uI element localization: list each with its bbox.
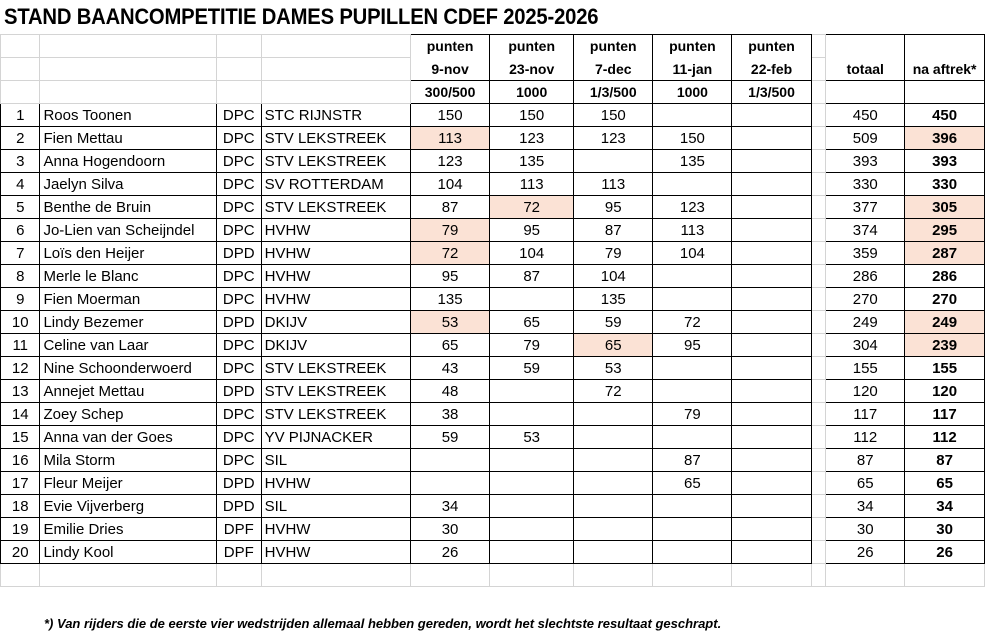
empty-cell bbox=[732, 564, 811, 587]
name-cell: Nine Schoonderwoerd bbox=[40, 357, 216, 380]
rank-cell: 10 bbox=[1, 311, 40, 334]
race-4-cell bbox=[653, 288, 732, 311]
na-aftrek-cell: 117 bbox=[905, 403, 985, 426]
rank-cell: 14 bbox=[1, 403, 40, 426]
race-1-cell: 26 bbox=[410, 541, 489, 564]
race-4-cell: 135 bbox=[653, 150, 732, 173]
totaal-cell: 304 bbox=[826, 334, 905, 357]
race-3-cell: 104 bbox=[574, 265, 653, 288]
totaal-cell: 330 bbox=[826, 173, 905, 196]
rank-cell: 4 bbox=[1, 173, 40, 196]
header-date-1: 9-nov bbox=[410, 58, 489, 81]
race-5-cell bbox=[732, 311, 811, 334]
empty-cell bbox=[905, 564, 985, 587]
spacer-cell bbox=[811, 403, 826, 426]
totaal-cell: 117 bbox=[826, 403, 905, 426]
rank-cell: 9 bbox=[1, 288, 40, 311]
race-1-cell: 48 bbox=[410, 380, 489, 403]
header-points-3: 1/3/500 bbox=[574, 81, 653, 104]
na-aftrek-cell: 330 bbox=[905, 173, 985, 196]
race-5-cell bbox=[732, 541, 811, 564]
category-cell: DPC bbox=[216, 150, 261, 173]
club-cell: HVHW bbox=[261, 541, 410, 564]
race-1-cell: 65 bbox=[410, 334, 489, 357]
race-2-cell bbox=[490, 403, 574, 426]
na-aftrek-cell: 120 bbox=[905, 380, 985, 403]
race-4-cell bbox=[653, 265, 732, 288]
rank-cell: 11 bbox=[1, 334, 40, 357]
na-aftrek-cell: 287 bbox=[905, 242, 985, 265]
rank-cell: 7 bbox=[1, 242, 40, 265]
spacer-cell bbox=[811, 127, 826, 150]
race-2-cell: 65 bbox=[490, 311, 574, 334]
spacer-cell bbox=[811, 104, 826, 127]
category-cell: DPC bbox=[216, 173, 261, 196]
na-aftrek-cell: 396 bbox=[905, 127, 985, 150]
race-3-cell bbox=[574, 541, 653, 564]
race-3-cell: 87 bbox=[574, 219, 653, 242]
race-3-cell bbox=[574, 150, 653, 173]
header-date-4: 11-jan bbox=[653, 58, 732, 81]
empty-cell bbox=[490, 564, 574, 587]
totaal-cell: 120 bbox=[826, 380, 905, 403]
rank-cell: 2 bbox=[1, 127, 40, 150]
race-4-cell: 87 bbox=[653, 449, 732, 472]
name-cell: Anna van der Goes bbox=[40, 426, 216, 449]
table-row bbox=[1, 288, 985, 311]
na-aftrek-cell: 295 bbox=[905, 219, 985, 242]
na-aftrek-cell: 286 bbox=[905, 265, 985, 288]
empty-cell bbox=[410, 564, 489, 587]
table-row bbox=[1, 242, 985, 265]
totaal-cell: 30 bbox=[826, 518, 905, 541]
race-3-cell bbox=[574, 518, 653, 541]
table-row bbox=[1, 472, 985, 495]
category-cell: DPC bbox=[216, 104, 261, 127]
na-aftrek-cell: 26 bbox=[905, 541, 985, 564]
race-3-cell bbox=[574, 403, 653, 426]
table-row bbox=[1, 196, 985, 219]
race-2-cell: 79 bbox=[490, 334, 574, 357]
race-2-cell: 104 bbox=[490, 242, 574, 265]
header-punten-2: punten bbox=[490, 35, 574, 58]
race-1-cell: 72 bbox=[410, 242, 489, 265]
header-date-3: 7-dec bbox=[574, 58, 653, 81]
table-row bbox=[1, 518, 985, 541]
table-row bbox=[1, 495, 985, 518]
empty-cell bbox=[40, 564, 216, 587]
race-2-cell bbox=[490, 518, 574, 541]
spacer-cell bbox=[811, 311, 826, 334]
race-2-cell: 72 bbox=[490, 196, 574, 219]
header-points-5: 1/3/500 bbox=[732, 81, 811, 104]
category-cell: DPF bbox=[216, 541, 261, 564]
race-1-cell: 123 bbox=[410, 150, 489, 173]
race-5-cell bbox=[732, 357, 811, 380]
na-aftrek-cell: 155 bbox=[905, 357, 985, 380]
name-cell: Loïs den Heijer bbox=[40, 242, 216, 265]
empty-row bbox=[1, 564, 985, 587]
spacer-cell bbox=[811, 518, 826, 541]
category-cell: DPD bbox=[216, 495, 261, 518]
rank-cell: 20 bbox=[1, 541, 40, 564]
club-cell: STV LEKSTREEK bbox=[261, 380, 410, 403]
header-date-2: 23-nov bbox=[490, 58, 574, 81]
race-1-cell bbox=[410, 472, 489, 495]
rank-cell: 5 bbox=[1, 196, 40, 219]
spacer-cell bbox=[811, 150, 826, 173]
category-cell: DPD bbox=[216, 311, 261, 334]
header-punten-5: punten bbox=[732, 35, 811, 58]
name-cell: Jo-Lien van Scheijndel bbox=[40, 219, 216, 242]
category-cell: DPC bbox=[216, 357, 261, 380]
race-3-cell bbox=[574, 426, 653, 449]
race-5-cell bbox=[732, 334, 811, 357]
empty-cell bbox=[811, 564, 826, 587]
race-5-cell bbox=[732, 403, 811, 426]
spacer-cell bbox=[811, 426, 826, 449]
spacer-cell bbox=[811, 541, 826, 564]
category-cell: DPC bbox=[216, 196, 261, 219]
rank-cell: 3 bbox=[1, 150, 40, 173]
table-row bbox=[1, 380, 985, 403]
club-cell: HVHW bbox=[261, 288, 410, 311]
na-aftrek-cell: 239 bbox=[905, 334, 985, 357]
club-cell: HVHW bbox=[261, 518, 410, 541]
name-cell: Lindy Kool bbox=[40, 541, 216, 564]
race-2-cell: 150 bbox=[490, 104, 574, 127]
race-3-cell: 72 bbox=[574, 380, 653, 403]
race-5-cell bbox=[732, 127, 811, 150]
table-row bbox=[1, 541, 985, 564]
race-4-cell: 95 bbox=[653, 334, 732, 357]
category-cell: DPC bbox=[216, 449, 261, 472]
race-3-cell: 79 bbox=[574, 242, 653, 265]
race-4-cell: 123 bbox=[653, 196, 732, 219]
na-aftrek-cell: 270 bbox=[905, 288, 985, 311]
spacer-cell bbox=[811, 495, 826, 518]
rank-cell: 19 bbox=[1, 518, 40, 541]
race-1-cell: 30 bbox=[410, 518, 489, 541]
spacer-cell bbox=[811, 449, 826, 472]
race-2-cell: 135 bbox=[490, 150, 574, 173]
race-4-cell bbox=[653, 426, 732, 449]
spacer-cell bbox=[811, 242, 826, 265]
race-3-cell: 53 bbox=[574, 357, 653, 380]
club-cell: YV PIJNACKER bbox=[261, 426, 410, 449]
category-cell: DPC bbox=[216, 403, 261, 426]
totaal-cell: 450 bbox=[826, 104, 905, 127]
header-points-2: 1000 bbox=[490, 81, 574, 104]
race-5-cell bbox=[732, 472, 811, 495]
race-4-cell: 72 bbox=[653, 311, 732, 334]
header-na-aftrek: na aftrek* bbox=[905, 58, 985, 81]
race-3-cell: 65 bbox=[574, 334, 653, 357]
race-5-cell bbox=[732, 196, 811, 219]
race-1-cell: 135 bbox=[410, 288, 489, 311]
na-aftrek-cell: 450 bbox=[905, 104, 985, 127]
spacer-cell bbox=[811, 472, 826, 495]
race-3-cell bbox=[574, 495, 653, 518]
race-2-cell: 113 bbox=[490, 173, 574, 196]
race-3-cell: 59 bbox=[574, 311, 653, 334]
table-row bbox=[1, 357, 985, 380]
race-5-cell bbox=[732, 150, 811, 173]
empty-cell bbox=[826, 564, 905, 587]
club-cell: STC RIJNSTR bbox=[261, 104, 410, 127]
totaal-cell: 155 bbox=[826, 357, 905, 380]
table-row bbox=[1, 403, 985, 426]
race-2-cell bbox=[490, 541, 574, 564]
club-cell: DKIJV bbox=[261, 334, 410, 357]
na-aftrek-cell: 305 bbox=[905, 196, 985, 219]
na-aftrek-cell: 87 bbox=[905, 449, 985, 472]
race-3-cell: 95 bbox=[574, 196, 653, 219]
club-cell: HVHW bbox=[261, 242, 410, 265]
race-4-cell bbox=[653, 357, 732, 380]
race-1-cell bbox=[410, 449, 489, 472]
totaal-cell: 509 bbox=[826, 127, 905, 150]
name-cell: Fien Mettau bbox=[40, 127, 216, 150]
race-2-cell bbox=[490, 472, 574, 495]
race-1-cell: 79 bbox=[410, 219, 489, 242]
totaal-cell: 112 bbox=[826, 426, 905, 449]
race-5-cell bbox=[732, 242, 811, 265]
race-1-cell: 150 bbox=[410, 104, 489, 127]
name-cell: Benthe de Bruin bbox=[40, 196, 216, 219]
header-row-dates bbox=[1, 58, 985, 81]
name-cell: Lindy Bezemer bbox=[40, 311, 216, 334]
club-cell: HVHW bbox=[261, 219, 410, 242]
empty-cell bbox=[1, 564, 40, 587]
category-cell: DPF bbox=[216, 518, 261, 541]
race-1-cell: 53 bbox=[410, 311, 489, 334]
race-3-cell: 135 bbox=[574, 288, 653, 311]
name-cell: Emilie Dries bbox=[40, 518, 216, 541]
race-4-cell: 79 bbox=[653, 403, 732, 426]
race-4-cell: 113 bbox=[653, 219, 732, 242]
race-2-cell: 59 bbox=[490, 357, 574, 380]
race-4-cell bbox=[653, 380, 732, 403]
name-cell: Annejet Mettau bbox=[40, 380, 216, 403]
rank-cell: 18 bbox=[1, 495, 40, 518]
club-cell: STV LEKSTREEK bbox=[261, 150, 410, 173]
header-row-punten bbox=[1, 35, 985, 58]
table-row bbox=[1, 449, 985, 472]
rank-cell: 13 bbox=[1, 380, 40, 403]
race-4-cell bbox=[653, 518, 732, 541]
race-1-cell: 87 bbox=[410, 196, 489, 219]
empty-cell bbox=[653, 564, 732, 587]
club-cell: HVHW bbox=[261, 265, 410, 288]
race-5-cell bbox=[732, 104, 811, 127]
header-points-4: 1000 bbox=[653, 81, 732, 104]
name-cell: Fleur Meijer bbox=[40, 472, 216, 495]
totaal-cell: 87 bbox=[826, 449, 905, 472]
totaal-cell: 26 bbox=[826, 541, 905, 564]
category-cell: DPD bbox=[216, 242, 261, 265]
race-5-cell bbox=[732, 219, 811, 242]
category-cell: DPC bbox=[216, 219, 261, 242]
race-4-cell: 65 bbox=[653, 472, 732, 495]
name-cell: Jaelyn Silva bbox=[40, 173, 216, 196]
header-punten-1: punten bbox=[410, 35, 489, 58]
club-cell: HVHW bbox=[261, 472, 410, 495]
table-row bbox=[1, 426, 985, 449]
rank-cell: 6 bbox=[1, 219, 40, 242]
spacer-cell bbox=[811, 265, 826, 288]
club-cell: STV LEKSTREEK bbox=[261, 127, 410, 150]
race-3-cell: 150 bbox=[574, 104, 653, 127]
race-4-cell bbox=[653, 495, 732, 518]
table-row bbox=[1, 219, 985, 242]
name-cell: Zoey Schep bbox=[40, 403, 216, 426]
race-5-cell bbox=[732, 518, 811, 541]
race-5-cell bbox=[732, 288, 811, 311]
race-3-cell: 113 bbox=[574, 173, 653, 196]
race-1-cell: 38 bbox=[410, 403, 489, 426]
totaal-cell: 34 bbox=[826, 495, 905, 518]
spacer-cell bbox=[811, 380, 826, 403]
totaal-cell: 65 bbox=[826, 472, 905, 495]
empty-cell bbox=[216, 564, 261, 587]
na-aftrek-cell: 112 bbox=[905, 426, 985, 449]
club-cell: SIL bbox=[261, 495, 410, 518]
totaal-cell: 270 bbox=[826, 288, 905, 311]
table-row bbox=[1, 127, 985, 150]
name-cell: Fien Moerman bbox=[40, 288, 216, 311]
totaal-cell: 359 bbox=[826, 242, 905, 265]
header-date-5: 22-feb bbox=[732, 58, 811, 81]
name-cell: Celine van Laar bbox=[40, 334, 216, 357]
category-cell: DPC bbox=[216, 426, 261, 449]
race-2-cell: 123 bbox=[490, 127, 574, 150]
category-cell: DPD bbox=[216, 380, 261, 403]
header-punten-3: punten bbox=[574, 35, 653, 58]
totaal-cell: 377 bbox=[826, 196, 905, 219]
empty-cell bbox=[261, 564, 410, 587]
table-row bbox=[1, 311, 985, 334]
name-cell: Mila Storm bbox=[40, 449, 216, 472]
name-cell: Merle le Blanc bbox=[40, 265, 216, 288]
race-5-cell bbox=[732, 173, 811, 196]
rank-cell: 16 bbox=[1, 449, 40, 472]
race-4-cell: 150 bbox=[653, 127, 732, 150]
name-cell: Anna Hogendoorn bbox=[40, 150, 216, 173]
club-cell: STV LEKSTREEK bbox=[261, 403, 410, 426]
name-cell: Roos Toonen bbox=[40, 104, 216, 127]
spacer-cell bbox=[811, 288, 826, 311]
race-4-cell: 104 bbox=[653, 242, 732, 265]
page-title: STAND BAANCOMPETITIE DAMES PUPILLEN CDEF 2025-2026 bbox=[4, 4, 599, 29]
race-4-cell bbox=[653, 104, 732, 127]
rank-cell: 1 bbox=[1, 104, 40, 127]
race-2-cell: 87 bbox=[490, 265, 574, 288]
na-aftrek-cell: 34 bbox=[905, 495, 985, 518]
club-cell: STV LEKSTREEK bbox=[261, 196, 410, 219]
header-punten-4: punten bbox=[653, 35, 732, 58]
race-5-cell bbox=[732, 380, 811, 403]
table-row bbox=[1, 104, 985, 127]
spacer-cell bbox=[811, 173, 826, 196]
spacer-cell bbox=[811, 219, 826, 242]
race-5-cell bbox=[732, 495, 811, 518]
category-cell: DPC bbox=[216, 127, 261, 150]
spacer-cell bbox=[811, 196, 826, 219]
table-row bbox=[1, 334, 985, 357]
club-cell: STV LEKSTREEK bbox=[261, 357, 410, 380]
race-2-cell bbox=[490, 380, 574, 403]
totaal-cell: 286 bbox=[826, 265, 905, 288]
na-aftrek-cell: 30 bbox=[905, 518, 985, 541]
empty-cell bbox=[574, 564, 653, 587]
race-4-cell bbox=[653, 541, 732, 564]
header-points-1: 300/500 bbox=[410, 81, 489, 104]
race-1-cell: 95 bbox=[410, 265, 489, 288]
race-2-cell: 95 bbox=[490, 219, 574, 242]
spacer-cell bbox=[811, 357, 826, 380]
club-cell: DKIJV bbox=[261, 311, 410, 334]
club-cell: SIL bbox=[261, 449, 410, 472]
standings-table bbox=[0, 34, 985, 587]
race-2-cell bbox=[490, 495, 574, 518]
footnote: *) Van rijders die de eerste vier wedstrijden allemaal hebben gereden, wordt het slechtste resultaat geschrapt. bbox=[44, 616, 722, 631]
race-2-cell bbox=[490, 288, 574, 311]
rank-cell: 12 bbox=[1, 357, 40, 380]
race-5-cell bbox=[732, 426, 811, 449]
table-row bbox=[1, 173, 985, 196]
club-cell: SV ROTTERDAM bbox=[261, 173, 410, 196]
category-cell: DPC bbox=[216, 265, 261, 288]
name-cell: Evie Vijverberg bbox=[40, 495, 216, 518]
race-3-cell: 123 bbox=[574, 127, 653, 150]
totaal-cell: 393 bbox=[826, 150, 905, 173]
race-1-cell: 104 bbox=[410, 173, 489, 196]
race-1-cell: 113 bbox=[410, 127, 489, 150]
race-5-cell bbox=[732, 449, 811, 472]
na-aftrek-cell: 249 bbox=[905, 311, 985, 334]
rank-cell: 17 bbox=[1, 472, 40, 495]
race-1-cell: 43 bbox=[410, 357, 489, 380]
table-row bbox=[1, 265, 985, 288]
table-row bbox=[1, 150, 985, 173]
race-1-cell: 59 bbox=[410, 426, 489, 449]
race-2-cell bbox=[490, 449, 574, 472]
race-2-cell: 53 bbox=[490, 426, 574, 449]
category-cell: DPD bbox=[216, 472, 261, 495]
race-3-cell bbox=[574, 472, 653, 495]
na-aftrek-cell: 65 bbox=[905, 472, 985, 495]
rank-cell: 8 bbox=[1, 265, 40, 288]
rank-cell: 15 bbox=[1, 426, 40, 449]
spacer-cell bbox=[811, 334, 826, 357]
race-1-cell: 34 bbox=[410, 495, 489, 518]
header-row-points bbox=[1, 81, 985, 104]
header-totaal: totaal bbox=[826, 58, 905, 81]
na-aftrek-cell: 393 bbox=[905, 150, 985, 173]
category-cell: DPC bbox=[216, 288, 261, 311]
totaal-cell: 249 bbox=[826, 311, 905, 334]
category-cell: DPC bbox=[216, 334, 261, 357]
totaal-cell: 374 bbox=[826, 219, 905, 242]
race-4-cell bbox=[653, 173, 732, 196]
race-5-cell bbox=[732, 265, 811, 288]
race-3-cell bbox=[574, 449, 653, 472]
